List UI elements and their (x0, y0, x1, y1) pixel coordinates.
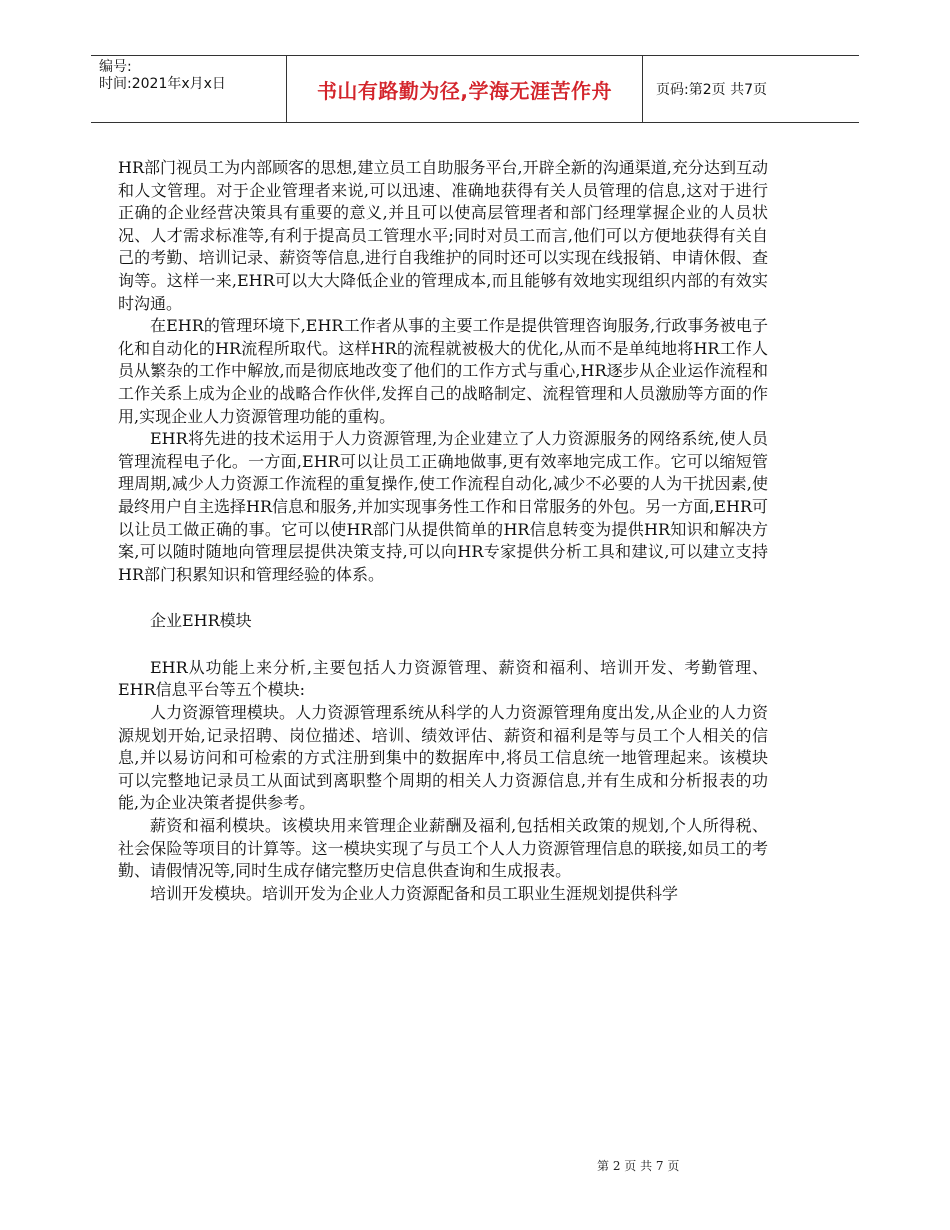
page-header (91, 55, 859, 123)
body-paragraph: 人力资源管理模块。人力资源管理系统从科学的人力资源管理角度出发,从企业的人力资源规划开始,记录招聘、岗位描述、培训、绩效评估、薪资和福利是等与员工个人相关的信息,并以易访问和可检索的方式注册到集中的数据库中,将员工信息统一地管理起来。该模块可以完整地记录员工从面试到离职整个周期的相关人力资源信息,并有生成和分析报表的功能,为企业决策者提供参考。 (118, 703, 768, 813)
body-paragraph: EHR将先进的技术运用于人力资源管理,为企业建立了人力资源服务的网络系统,使人员管理流程电子化。一方面,EHR可以让员工正确地做事,更有效率地完成工作。它可以缩短管理周期,减少人力资源工作流程的重复操作,使工作流程自动化,减少不必要的人为干扰因素,使最终用户自主选择HR信息和服务,并加实现事务性工作和日常服务的外包。另一方面,EHR可以让员工做正确的事。它可以使HR部门从提供简单的HR信息转变为提供HR知识和解决方案,可以随时随地向管理层提供决策支持,可以向HR专家提供分析工具和建议,可以建立支持HR部门积累知识和管理经验的体系。 (118, 429, 768, 584)
document-body (118, 157, 768, 905)
section-title: 企业EHR模块 (150, 611, 252, 631)
header-page-label: 页码:第2页 共7页 (656, 82, 767, 98)
header-motto: 书山有路勤为径,学海无涯苦作舟 (286, 56, 643, 122)
body-paragraph: HR部门视员工为内部顾客的思想,建立员工自助服务平台,开辟全新的沟通渠道,充分达到互动和人文管理。对于企业管理者来说,可以迅速、准确地获得有关人员管理的信息,这对于进行正确的企业经营决策具有重要的意义,并且可以使高层管理者和部门经理掌握企业的人员状况、人才需求标准等,有利于提高员工管理水平;同时对员工而言,他们可以方便地获得有关自己的考勤、培训记录、薪资等信息,进行自我维护的同时还可以实现在线报销、申请休假、查询等。这样一来,EHR可以大大降低企业的管理成本,而且能够有效地实现组织内部的有效实时沟通。 (118, 158, 768, 313)
document-number-label: 编号: (99, 59, 132, 75)
body-paragraph: 培训开发模块。培训开发为企业人力资源配备和员工职业生涯规划提供科学 (150, 883, 679, 903)
page-footer-number: 第 2 页 共 7 页 (597, 1159, 680, 1173)
body-paragraph: EHR从功能上来分析,主要包括人力资源管理、薪资和福利、培训开发、考勤管理、EHR信息平台等五个模块: (118, 657, 768, 700)
header-meta (99, 59, 226, 93)
document-date-label: 时间:2021年x月x日 (99, 76, 226, 92)
body-paragraph: 在EHR的管理环境下,EHR工作者从事的主要工作是提供管理咨询服务,行政事务被电子化和自动化的HR流程所取代。这样HR的流程就被极大的优化,从而不是单纯地将HR工作人员从繁杂的工作中解放,而是彻底地改变了他们的工作方式与重心,HR逐步从企业运作流程和工作关系上成为企业的战略合作伙伴,发挥自己的战略制定、流程管理和人员激励等方面的作用,实现企业人力资源管理功能的重构。 (118, 316, 768, 426)
body-paragraph: 薪资和福利模块。该模块用来管理企业薪酬及福利,包括相关政策的规划,个人所得税、社会保险等项目的计算等。这一模块实现了与员工个人人力资源管理信息的联接,如员工的考勤、请假情况等,同时生成存储完整历史信息供查询和生成报表。 (118, 816, 768, 881)
